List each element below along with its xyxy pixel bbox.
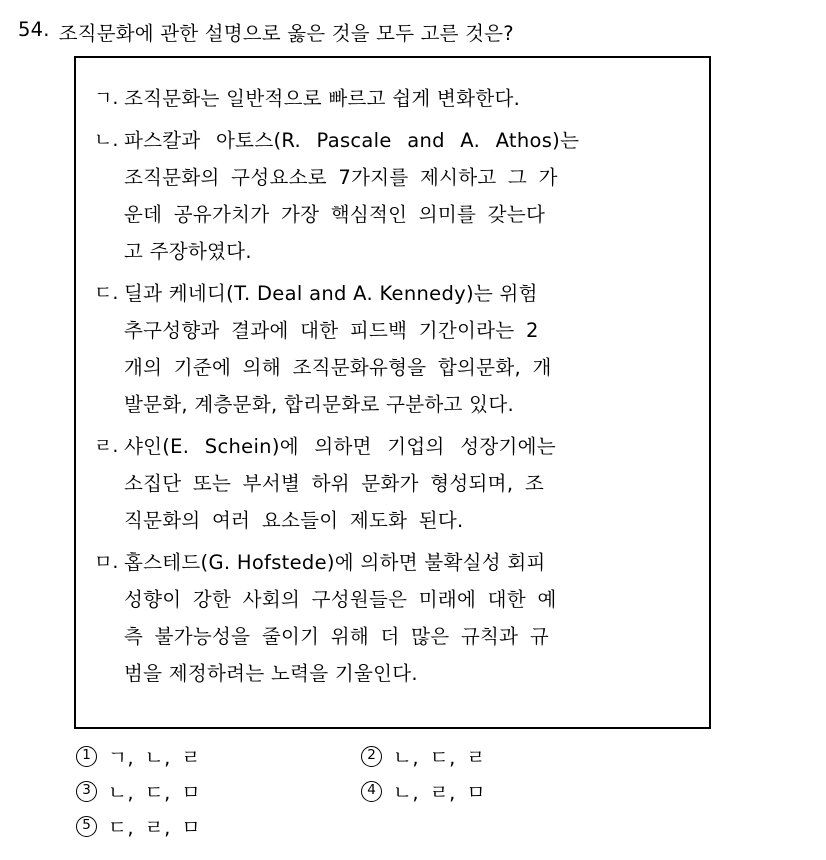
statement-line: 조직문화의 구성요소로 7가지를 제시하고 그 가: [124, 166, 558, 189]
statement-marker: ㅁ.: [94, 551, 119, 573]
choice-option-2[interactable]: [361, 742, 486, 770]
statement-body: [124, 428, 689, 539]
statements-list: [76, 58, 709, 707]
choice-label-5: ㄷ, ㄹ, ㅁ: [108, 816, 201, 839]
choice-number-circle-5: 5: [76, 816, 97, 837]
statement-line: 고 주장하였다.: [124, 240, 252, 263]
choice-row: [76, 742, 736, 770]
statement-line: 샤인(E. Schein)에 의하면 기업의 성장기에는: [124, 435, 556, 458]
statement-item: [94, 428, 689, 539]
statement-item: [94, 80, 689, 117]
choice-number-circle-3: 3: [76, 781, 97, 802]
choice-option-1[interactable]: [76, 742, 361, 770]
statement-line: 운데 공유가치가 가장 핵심적인 의미를 갖는다: [124, 203, 546, 226]
choice-row: [76, 812, 736, 840]
statement-body: [124, 275, 689, 423]
choice-row: [76, 777, 736, 805]
choice-label-1: ㄱ, ㄴ, ㄹ: [108, 746, 201, 769]
choice-number-circle-2: 2: [361, 746, 382, 767]
choice-label-2: ㄴ, ㄷ, ㄹ: [393, 746, 486, 769]
statement-line: 범을 제정하려는 노력을 기울인다.: [124, 662, 418, 685]
statement-item: [94, 544, 689, 692]
question-stem: [0, 0, 826, 46]
statements-box: [74, 56, 711, 729]
choice-label-3: ㄴ, ㄷ, ㅁ: [108, 781, 201, 804]
statement-line: 조직문화는 일반적으로 빠르고 쉽게 변화한다.: [124, 87, 521, 110]
statement-line: 성향이 강한 사회의 구성원들은 미래에 대한 예: [124, 588, 557, 611]
statement-line: 개의 기준에 의해 조직문화유형을 합의문화, 개: [124, 356, 552, 379]
statement-line: 추구성향과 결과에 대한 피드백 기간이라는 2: [124, 319, 539, 342]
statement-line: 직문화의 여러 요소들이 제도화 된다.: [124, 509, 464, 532]
statement-marker: ㄱ.: [94, 87, 119, 109]
question-text: 조직문화에 관한 설명으로 옳은 것을 모두 고른 것은?: [58, 22, 514, 45]
choice-option-5[interactable]: [76, 812, 361, 840]
answer-choices: [76, 742, 736, 847]
statement-line: 홉스테드(G. Hofstede)에 의하면 불확실성 회피: [124, 551, 546, 574]
statement-line: 측 불가능성을 줄이기 위해 더 많은 규칙과 규: [124, 625, 549, 648]
statement-line: 소집단 또는 부서별 하위 문화가 형성되며, 조: [124, 472, 544, 495]
statement-item: [94, 275, 689, 423]
statement-line: 딜과 케네디(T. Deal and A. Kennedy)는 위험: [124, 282, 538, 305]
question-number: 54.: [18, 18, 50, 41]
statement-line: 발문화, 계층문화, 합리문화로 구분하고 있다.: [124, 393, 514, 416]
choice-option-3[interactable]: [76, 777, 361, 805]
choice-number-circle-4: 4: [361, 781, 382, 802]
statement-marker: ㄷ.: [94, 282, 119, 304]
statement-marker: ㄴ.: [94, 129, 119, 151]
statement-marker: ㄹ.: [94, 435, 119, 457]
statement-item: [94, 122, 689, 270]
choice-option-4[interactable]: [361, 777, 486, 805]
choice-label-4: ㄴ, ㄹ, ㅁ: [393, 781, 486, 804]
statement-body: [124, 122, 689, 270]
statement-body: [124, 80, 689, 117]
statement-body: [124, 544, 689, 692]
choice-number-circle-1: 1: [76, 746, 97, 767]
statement-line: 파스칼과 아토스(R. Pascale and A. Athos)는: [124, 129, 580, 152]
